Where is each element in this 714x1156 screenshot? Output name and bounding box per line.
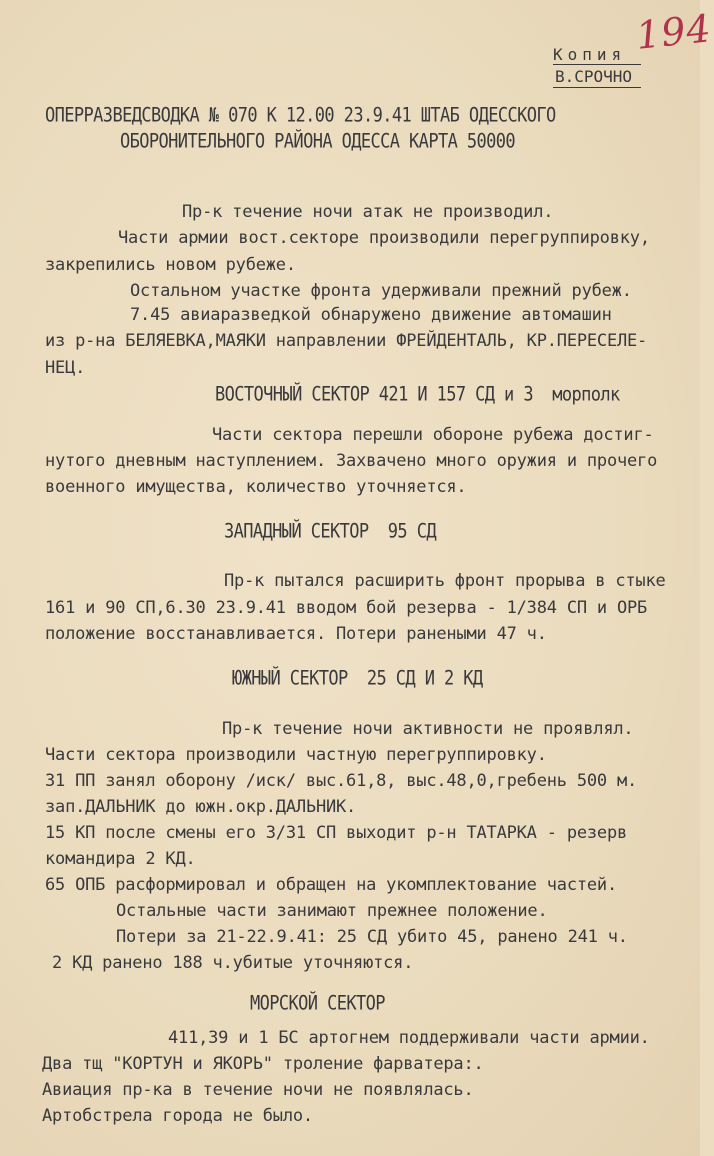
- south-line: командира 2 КД.: [45, 849, 196, 869]
- section-heading-south: ЮЖНЫЙ СЕКТОР 25 СД И 2 КД: [232, 667, 483, 690]
- south-line: Пр-к течение ночи активности не проявлял.: [222, 719, 634, 739]
- south-line: Потери за 21-22.9.41: 25 СД убито 45, ранено 241 ч.: [116, 927, 628, 947]
- section-heading-east: ВОСТОЧНЫЙ СЕКТОР 421 И 157 СД и 3 морполк: [215, 383, 620, 406]
- intro-line: НЕЦ.: [45, 358, 86, 378]
- west-line: Пр-к пытался расширить фронт прорыва в стыке: [224, 571, 666, 591]
- document-title-line-2: ОБОРОНИТЕЛЬНОГО РАЙОНА ОДЕССА КАРТА 50000: [120, 130, 516, 153]
- east-line: военного имущества, количество уточняется.: [45, 477, 467, 497]
- intro-line: 7.45 авиаразведкой обнаружено движение автомашин: [130, 305, 612, 325]
- sea-line: Два тщ "КОРТУН и ЯКОРЬ" троление фарватера:.: [42, 1054, 484, 1074]
- sea-line: Авиация пр-ка в течение ночи не появлялась.: [42, 1080, 474, 1100]
- section-heading-sea: МОРСКОЙ СЕКТОР: [250, 992, 385, 1015]
- west-line: положение восстанавливается. Потери ранеными 47 ч.: [45, 624, 547, 644]
- copy-label-underline: [553, 64, 641, 65]
- copy-label: Копия: [553, 45, 627, 64]
- sea-line: Артобстрела города не было.: [42, 1106, 313, 1126]
- document-title-line-1: ОПЕРРАЗВЕДСВОДКА № 070 К 12.00 23.9.41 ШТАБ ОДЕССКОГО: [45, 104, 556, 127]
- intro-line: из р-на БЕЛЯЕВКА,МАЯКИ направлении ФРЕЙДЕНТАЛЬ, КР.ПЕРЕСЕЛЕ-: [45, 331, 648, 351]
- section-heading-west: ЗАПАДНЫЙ СЕКТОР 95 СД: [224, 520, 436, 543]
- south-line: 15 КП после смены его 3/31 СП выходит р-н ТАТАРКА - резерв: [45, 823, 628, 843]
- urgency-label: В.СРОЧНО: [555, 67, 633, 86]
- south-line: 65 ОПБ расформировал и обращен на укомплектование частей.: [45, 875, 617, 895]
- intro-line: Остальном участке фронта удерживали прежний рубеж.: [130, 281, 632, 301]
- west-line: 161 и 90 СП,6.30 23.9.41 вводом бой резерва - 1/384 СП и ОРБ: [45, 598, 648, 618]
- intro-line: Пр-к течение ночи атак не производил.: [182, 202, 554, 222]
- sea-line: 411,39 и 1 БС артогнем поддерживали части армии.: [168, 1028, 650, 1048]
- south-line: зап.ДАЛЬНИК до южн.окр.ДАЛЬНИК.: [45, 797, 357, 817]
- south-line: 31 ПП занял оборону /иск/ выс.61,8, выс.48,0,гребень 500 м.: [45, 771, 638, 791]
- page-number-stamp: 194: [633, 6, 714, 58]
- south-line: 2 КД ранено 188 ч.убитые уточняются.: [52, 953, 414, 973]
- south-line: Остальные части занимают прежнее положение.: [116, 901, 548, 921]
- urgency-label-underline: [553, 87, 641, 88]
- east-line: Части сектора перешли обороне рубежа достиг-: [212, 425, 654, 445]
- south-line: Части сектора производили частную перегруппировку.: [45, 745, 547, 765]
- east-line: нутого дневным наступлением. Захвачено много оружия и прочего: [45, 451, 658, 471]
- intro-line: закрепились новом рубеже.: [45, 255, 296, 275]
- intro-line: Части армии вост.секторе производили перегруппировку,: [118, 228, 650, 248]
